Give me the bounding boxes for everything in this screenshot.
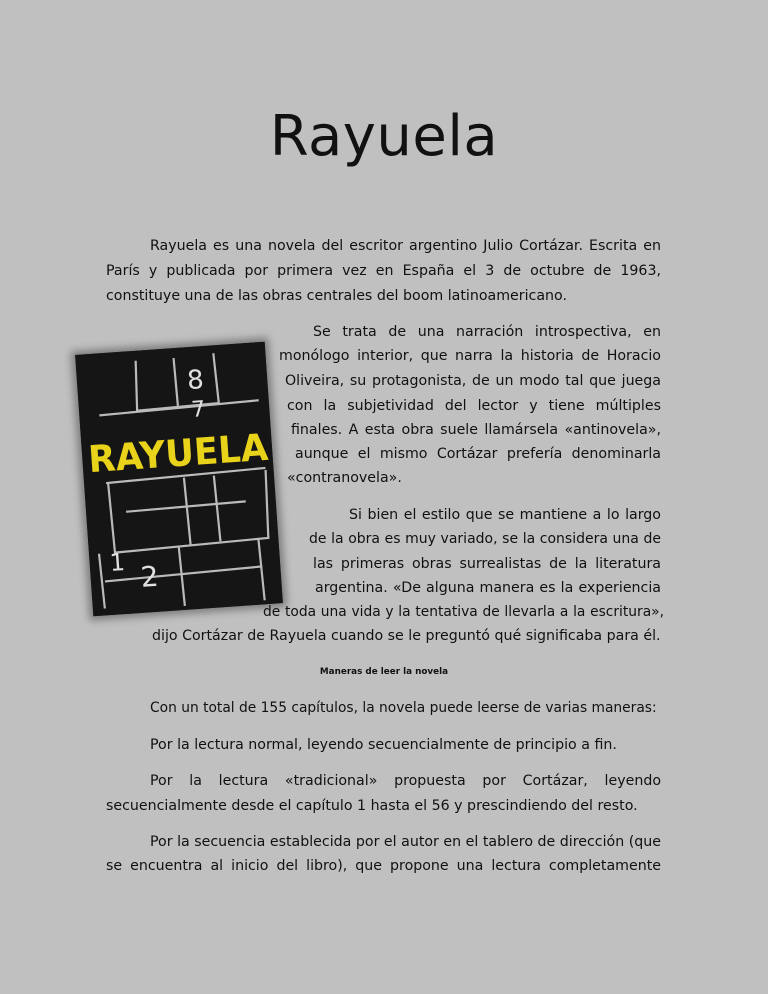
- cover-number: 8: [186, 365, 205, 397]
- paragraph-line: dijo Cortázar de Rayuela cuando se le preguntó qué significaba para él.: [152, 628, 661, 644]
- paragraph-line: finales. A esta obra suele llamársela «antinovela»,: [291, 422, 661, 438]
- section-heading: Maneras de leer la novela: [319, 667, 449, 677]
- paragraph-line: aunque el mismo Cortázar prefería denominarla: [295, 446, 661, 462]
- paragraph-line: monólogo interior, que narra la historia de Horacio: [279, 348, 661, 364]
- paragraph-line: de la obra es muy variado, se la considera una de: [309, 531, 661, 547]
- cover-number: 7: [190, 397, 207, 423]
- paragraph-line: Oliveira, su protagonista, de un modo tal que juega: [285, 373, 661, 389]
- paragraph-line: Se trata de una narración introspectiva, en: [313, 324, 661, 340]
- paragraph-line: argentina. «De alguna manera es la experiencia: [315, 580, 661, 596]
- paragraph-line: secuencialmente desde el capítulo 1 hasta el 56 y prescindiendo del resto.: [106, 798, 638, 814]
- paragraph-line: Por la lectura normal, leyendo secuencialmente de principio a fin.: [150, 737, 617, 753]
- paragraph-line: Por la lectura «tradicional» propuesta por Cortázar, leyendo: [150, 773, 661, 789]
- paragraph-line: «contranovela».: [287, 470, 402, 486]
- hopscotch-cover-illustration: [75, 342, 283, 617]
- document-title: Rayuela: [269, 104, 499, 169]
- paragraph-line: Por la secuencia establecida por el autor en el tablero de dirección (que: [150, 834, 661, 850]
- paragraph-line: Si bien el estilo que se mantiene a lo largo: [349, 507, 661, 523]
- cover-title-word: RAYUELA: [86, 425, 278, 482]
- cover-number: 2: [139, 559, 160, 594]
- paragraph-line: se encuentra al inicio del libro), que propone una lectura completamente: [106, 858, 661, 874]
- paragraph-line: Con un total de 155 capítulos, la novela puede leerse de varias maneras:: [150, 700, 657, 716]
- paragraph-line: constituye una de las obras centrales del boom latinoamericano.: [106, 288, 567, 304]
- paragraph-line: París y publicada por primera vez en España el 3 de octubre de 1963,: [106, 263, 661, 279]
- book-cover-image: [75, 342, 283, 617]
- paragraph-line: Rayuela es una novela del escritor argentino Julio Cortázar. Escrita en: [150, 238, 661, 254]
- cover-number: 1: [108, 548, 126, 578]
- paragraph-line: de toda una vida y la tentativa de llevarla a la escritura»,: [263, 604, 664, 620]
- paragraph-line: las primeras obras surrealistas de la literatura: [313, 556, 661, 572]
- paragraph-line: con la subjetividad del lector y tiene múltiples: [287, 398, 661, 414]
